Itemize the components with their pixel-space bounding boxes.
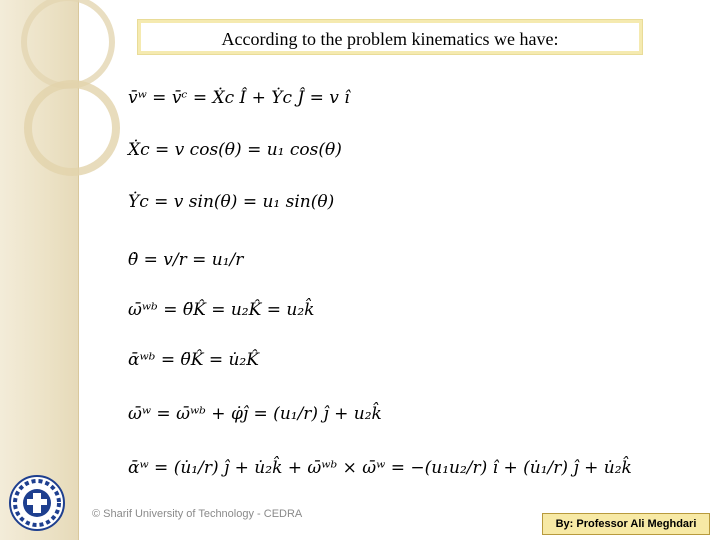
equation-y-dot: Ẏc = v sin(θ) = u₁ sin(θ): [128, 192, 335, 212]
sharif-university-logo-icon: [9, 475, 65, 531]
equation-alpha-wb: ᾱʷᵇ = θ̈K̂ = u̇₂K̂: [128, 350, 259, 370]
slide-title-box: [138, 20, 642, 54]
equation-omega-w: ω̄ʷ = ω̄ʷᵇ + φ̇ĵ = (u₁/r) ĵ + u₂k̂: [128, 404, 382, 424]
equation-velocity-center: v̄ʷ = v̄ᶜ = Ẋc Î + Ẏc Ĵ = v î: [128, 88, 350, 108]
equation-omega-wb: ω̄ʷᵇ = θ̈K̂ = u₂K̂ = u₂k̂: [128, 300, 315, 320]
equation-alpha-w: ᾱʷ = (u̇₁/r) ĵ + u̇₂k̂ + ω̄ʷᵇ × ω̄ʷ = −(u₁u₂/r) î + (u̇₁/r) ĵ + u̇₂k̂: [128, 458, 632, 478]
equation-x-dot: Ẋc = v cos(θ) = u₁ cos(θ): [128, 140, 342, 160]
equation-theta-dot: θ̇ = v/r = u₁/r: [128, 250, 244, 270]
slide-title: According to the problem kinematics we have:: [221, 29, 559, 49]
copyright-text: © Sharif University of Technology - CEDRA: [92, 508, 303, 520]
decorative-circles: [0, 0, 130, 190]
author-label: By: Professor Ali Meghdari: [542, 513, 710, 535]
